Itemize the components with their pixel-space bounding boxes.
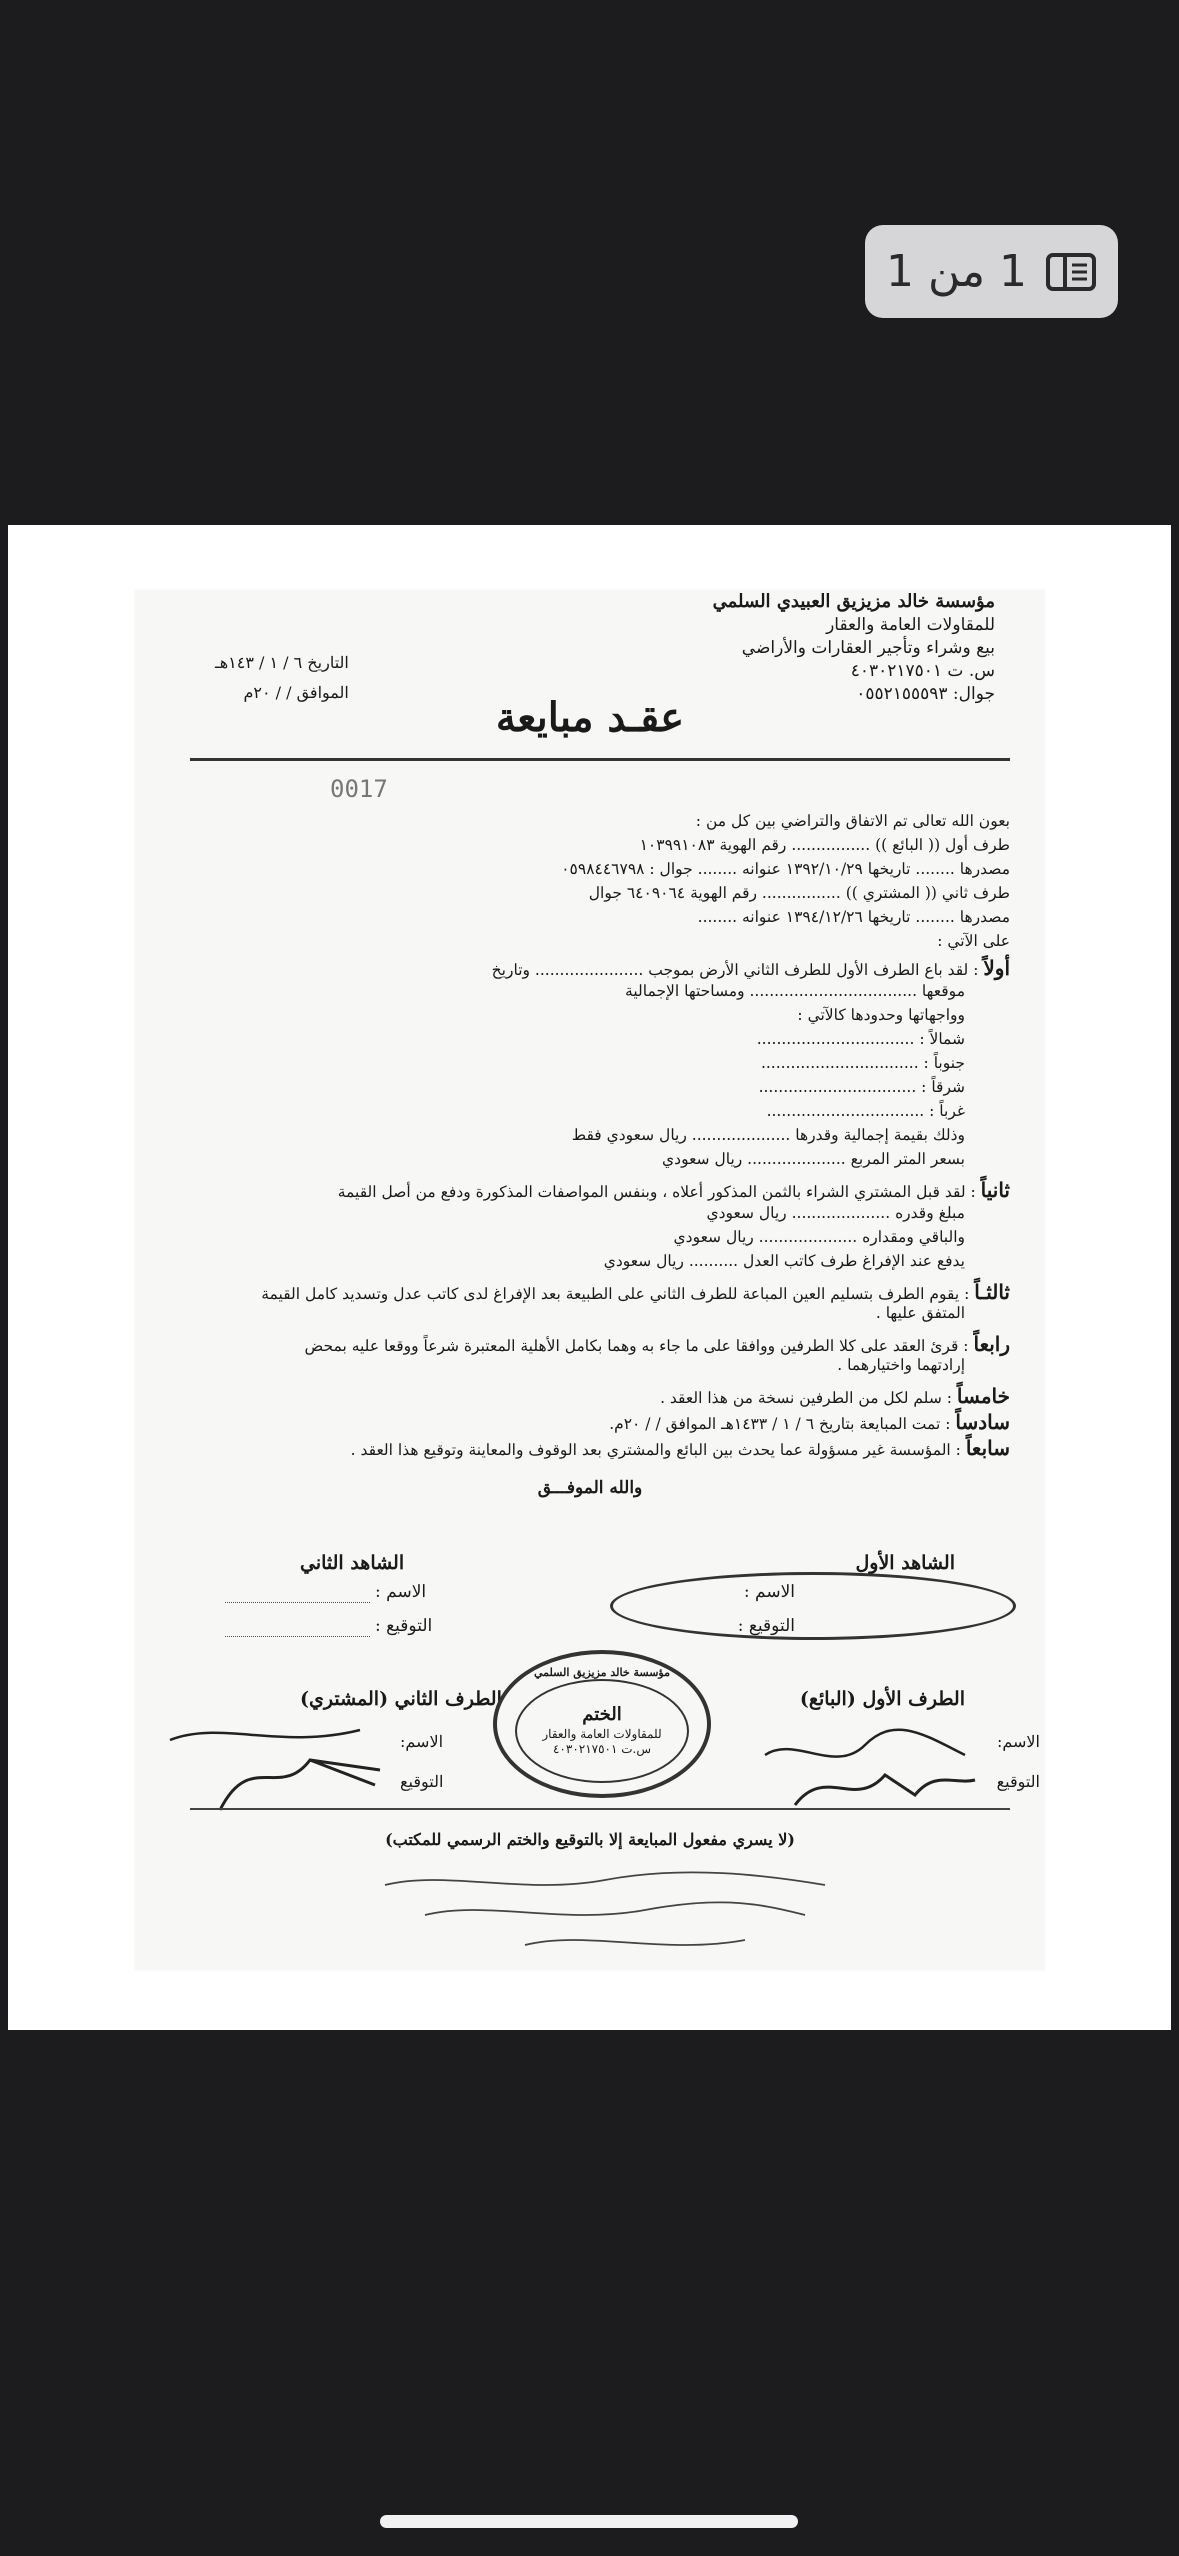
page-counter-text: 1 من 1	[885, 246, 1028, 297]
page-layout-icon	[1045, 252, 1097, 292]
boundary-south: جنوباً : ................................	[760, 1054, 965, 1072]
clause-2-text: : لقد قبل المشتري الشراء بالثمن المذكور أعلاه ، وبنفس المواصفات المذكورة ودفع من أصل القيمة	[337, 1183, 976, 1201]
total-price: وذلك بقيمة إجمالية وقدرها .................... ريال سعودي فقط	[571, 1126, 965, 1144]
second-party-line: طرف ثاني (( المشتري )) ................ رقم الهوية ٦٤٠٩٠٦٤ جوال	[588, 884, 1010, 902]
company-line3: بيع وشراء وتأجير العقارات والأراضي	[741, 638, 995, 659]
clause-4	[305, 1332, 1011, 1356]
boundary-east: شرقاً : ................................	[758, 1078, 965, 1096]
clause-3-cont: المتفق عليها .	[875, 1304, 965, 1322]
witness-2-signature-label: التوقيع :	[375, 1616, 433, 1636]
stamp-activity: للمقاولات العامة والعقار	[542, 1726, 662, 1741]
remaining-amount: والباقي ومقداره .................... ريال سعودي	[673, 1228, 965, 1246]
clause-1	[492, 956, 1010, 980]
party-2-signature-scribble	[160, 1710, 400, 1820]
party-2-title: الطرف الثاني (المشتري)	[300, 1688, 502, 1710]
witness-1-name-label: الاسم :	[743, 1582, 795, 1602]
clause-7-label: سابعاً	[965, 1436, 1010, 1460]
company-line2: للمقاولات العامة والعقار	[826, 615, 995, 636]
second-party-source: مصدرها ........ تاريخها ١٣٩٤/١٢/٢٦ عنوانه ........	[697, 908, 1010, 926]
stamp-title: الختم	[582, 1704, 622, 1726]
party-1-signature-scribble	[755, 1715, 985, 1815]
footer-note: (لا يسري مفعول المبايعة إلا بالتوقيع والختم الرسمي للمكتب)	[385, 1830, 795, 1849]
clause-3-text: : يقوم الطرف بتسليم العين المباعة للطرف الثاني على الطبيعة بعد الإفراغ لدى كاتب عدل وتسديد كامل القيمة	[261, 1285, 970, 1303]
stamp-cr: س.ت ٤٠٣٠٢١٧٥٠١	[552, 1742, 652, 1757]
party-1-title: الطرف الأول (البائع)	[799, 1688, 965, 1710]
document-title: عقـد مبايعة	[495, 694, 685, 741]
clause-5	[660, 1384, 1010, 1408]
clause-3	[261, 1280, 1010, 1304]
clause-1-boundaries-intro: وواجهاتها وحدودها كالآتي :	[797, 1006, 965, 1024]
clause-2	[338, 1178, 1010, 1202]
clause-1-location: موقعها .................................. ومساحتها الإجمالية	[625, 982, 965, 1000]
witness-2-name-label: الاسم :	[375, 1582, 427, 1602]
clause-4-text: : قرئ العقد على كلا الطرفين ووافقا على ما جاء به وهما بكامل الأهلية المعتبرة شرعاً ووقعا عليه بمحض	[304, 1337, 969, 1355]
clause-4-cont: إرادتهما واختيارهما .	[837, 1356, 965, 1374]
company-mobile: جوال: ٠٥٥٢١٥٥٥٩٣	[856, 684, 995, 705]
footer-divider	[190, 1808, 1010, 1810]
clause-7-text: : المؤسسة غير مسؤولة عما يحدث بين البائع والمشتري بعد الوقوف والمعاينة وتوقيع هذا العقد .	[350, 1441, 961, 1459]
clause-6-text: : تمت المبايعة بتاريخ ٦ / ١ / ١٤٣٣هـ الموافق / / ٢٠م.	[609, 1415, 951, 1433]
clause-1-text: : لقد باع الطرف الأول للطرف الثاني الأرض بموجب ...................... وتاريخ	[491, 961, 979, 979]
home-indicator[interactable]	[380, 2515, 798, 2528]
clause-6-label: سادساً	[955, 1410, 1010, 1434]
clause-5-text: : سلم لكل من الطرفين نسخة من هذا العقد .	[660, 1389, 952, 1407]
date-label: التاريخ ٦ / ١ / ١٤٣هـ	[215, 653, 349, 672]
page-counter-badge	[865, 225, 1118, 318]
party-2-signature-label: التوقيع	[400, 1772, 444, 1791]
party-1-name-label: الاسم:	[996, 1732, 1040, 1751]
corresponding-date-label: الموافق / / ٢٠م	[243, 683, 349, 703]
closing-phrase: والله الموفـــق	[537, 1478, 643, 1498]
company-header	[713, 590, 995, 706]
first-party-source: مصدرها ........ تاريخها ١٣٩٢/١٠/٢٩ عنوانه ........ جوال : ٠٥٩٨٤٤٦٧٩٨	[561, 860, 1010, 878]
witness-2-title: الشاهد الثاني	[300, 1552, 405, 1574]
stamp-company: مؤسسة خالد مزيزيق السلمي	[534, 1665, 670, 1679]
clause-7	[351, 1436, 1010, 1460]
as-follows: على الآتي :	[937, 932, 1010, 950]
intro-line: بعون الله تعالى تم الاتفاق والتراضي بين كل من :	[695, 812, 1010, 830]
clause-4-label: رابعاً	[973, 1332, 1010, 1356]
witness-2-name-dotted	[225, 1602, 370, 1603]
amount-paid: مبلغ وقدره .................... ريال سعودي	[706, 1204, 965, 1222]
witness-2-signature-dotted	[225, 1636, 370, 1637]
witness-1-signature-mark	[610, 1572, 1016, 1640]
witness-1-title: الشاهد الأول	[855, 1552, 955, 1574]
first-party-line: طرف أول (( البائع )) ................ رقم الهوية ١٠٣٩٩١٠٨٣	[639, 836, 1010, 854]
official-stamp	[493, 1650, 711, 1798]
boundary-north: شمالاً : ................................	[756, 1030, 965, 1048]
witness-1-signature-label: التوقيع :	[737, 1616, 795, 1636]
clause-6	[609, 1410, 1010, 1434]
company-cr: س. ت ٤٠٣٠٢١٧٥٠١	[850, 661, 995, 682]
party-1-signature-label: التوقيع	[996, 1772, 1040, 1791]
party-2-name-label: الاسم:	[400, 1732, 444, 1751]
boundary-west: غرباً : ................................	[766, 1102, 965, 1120]
meter-price: بسعر المتر المربع .................... ريال سعودي	[662, 1150, 965, 1168]
header-divider	[190, 758, 1010, 761]
clause-5-label: خامساً	[956, 1384, 1010, 1408]
handwritten-footer-note	[365, 1860, 845, 1960]
serial-number: 0017	[330, 775, 388, 803]
clause-1-label: أولاً	[983, 956, 1010, 980]
clause-3-label: ثالثـاً	[974, 1280, 1010, 1304]
stamp-inner	[515, 1679, 689, 1783]
company-name: مؤسسة خالد مزيزيق العبيدي السلمي	[712, 591, 995, 612]
clause-2-label: ثانياً	[980, 1178, 1010, 1202]
contract-document	[135, 590, 1045, 1970]
amount-at-transfer: يدفع عند الإفراغ طرف كاتب العدل .......... ريال سعودي	[603, 1252, 965, 1270]
